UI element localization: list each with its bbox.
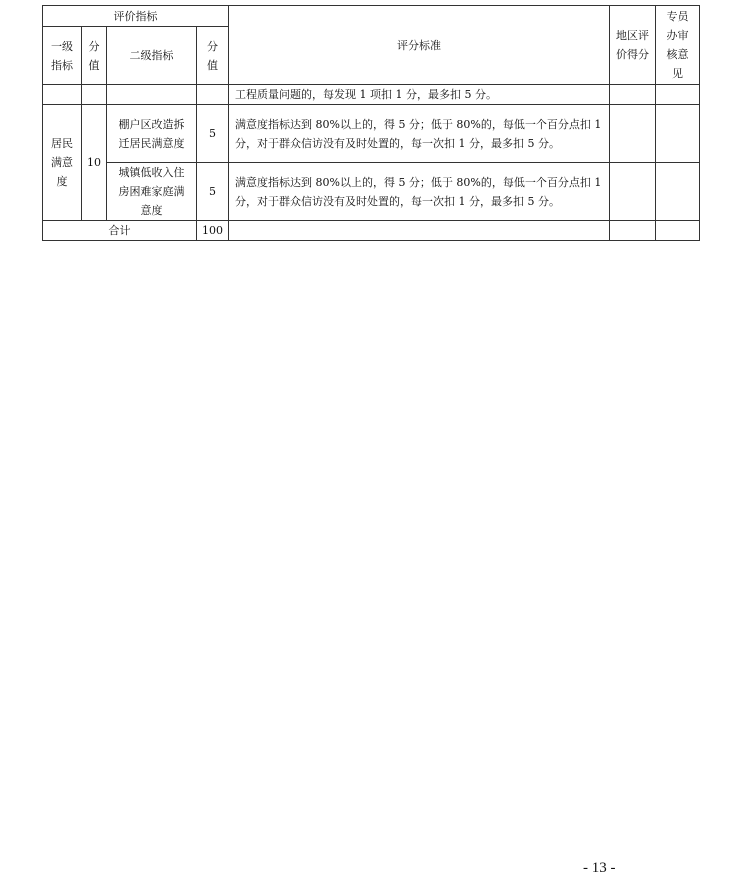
table-row xyxy=(43,163,700,221)
empty-cell xyxy=(229,221,610,241)
empty-cell xyxy=(197,85,229,105)
page-number: - 13 - xyxy=(583,860,616,876)
criteria-cell: 满意度指标达到 80%以上的，得 5 分；低于 80%的，每低一个百分点扣 1 分，对于群众信访没有及时处置的，每一次扣 1 分，最多扣 5 分。 xyxy=(229,163,610,221)
region-score-cell xyxy=(610,105,656,163)
total-score: 100 xyxy=(197,221,229,241)
evaluation-table xyxy=(42,5,700,241)
header-criteria: 评分标准 xyxy=(229,6,610,85)
header-level2-score: 分值 xyxy=(197,27,229,85)
region-score-cell xyxy=(610,163,656,221)
header-level1-indicator: 一级指标 xyxy=(43,27,82,85)
empty-cell xyxy=(43,85,82,105)
reviewer-cell xyxy=(656,85,700,105)
reviewer-cell xyxy=(656,163,700,221)
table-row xyxy=(43,85,700,105)
level2-score-cell: 5 xyxy=(197,163,229,221)
empty-cell xyxy=(82,85,107,105)
header-region-score: 地区评价得分 xyxy=(610,6,656,85)
empty-cell xyxy=(610,221,656,241)
level1-indicator-cell: 居民满意度 xyxy=(43,105,82,221)
total-row xyxy=(43,221,700,241)
level2-indicator-cell: 棚户区改造拆迁居民满意度 xyxy=(107,105,197,163)
table-row xyxy=(43,105,700,163)
empty-cell xyxy=(656,221,700,241)
level2-score-cell: 5 xyxy=(197,105,229,163)
header-evaluation-indicators: 评价指标 xyxy=(43,6,229,27)
total-label: 合计 xyxy=(43,221,197,241)
header-level2-indicator: 二级指标 xyxy=(107,27,197,85)
reviewer-cell xyxy=(656,105,700,163)
header-reviewer-opinion: 专员办审核意见 xyxy=(656,6,700,85)
empty-cell xyxy=(107,85,197,105)
criteria-cell: 满意度指标达到 80%以上的，得 5 分；低于 80%的，每低一个百分点扣 1 分，对于群众信访没有及时处置的，每一次扣 1 分，最多扣 5 分。 xyxy=(229,105,610,163)
criteria-cell: 工程质量问题的，每发现 1 项扣 1 分，最多扣 5 分。 xyxy=(229,85,610,105)
region-score-cell xyxy=(610,85,656,105)
level2-indicator-cell: 城镇低收入住房困难家庭满意度 xyxy=(107,163,197,221)
header-level1-score: 分值 xyxy=(82,27,107,85)
level1-score-cell: 10 xyxy=(82,105,107,221)
